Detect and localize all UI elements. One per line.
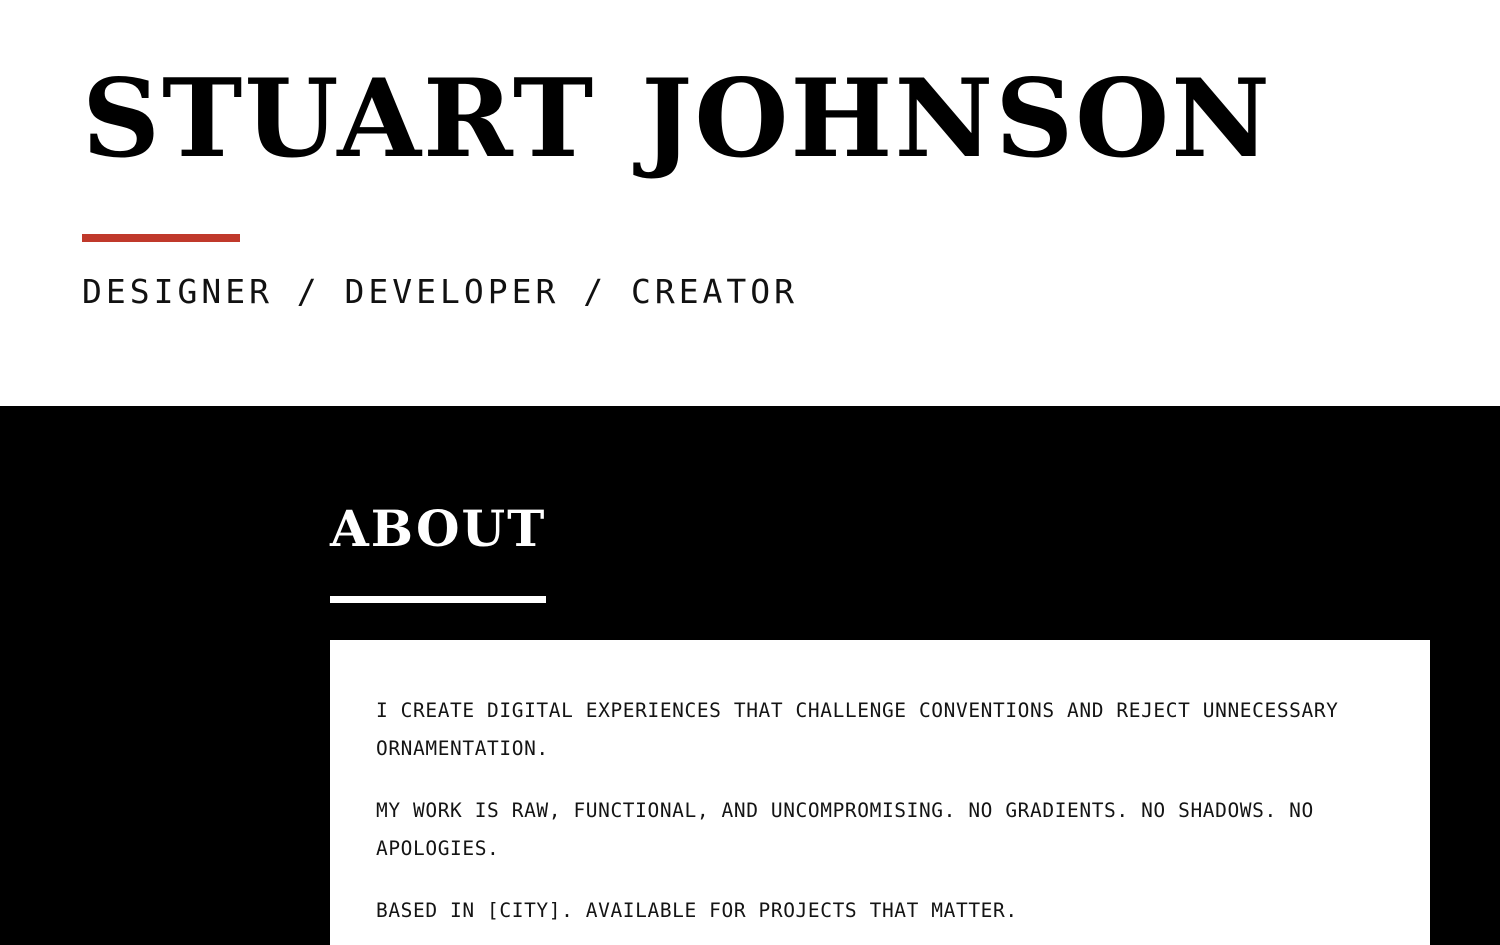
about-heading: ABOUT [330, 499, 547, 558]
hero-section [0, 0, 1500, 406]
about-paragraph: BASED IN [CITY]. AVAILABLE FOR PROJECTS THAT MATTER. [376, 899, 1018, 923]
about-paragraph: I CREATE DIGITAL EXPERIENCES THAT CHALLENGE CONVENTIONS AND REJECT UNNECESSARY ORNAMENTATION. [376, 699, 1339, 761]
hero-last-name: JOHNSON [641, 56, 1272, 182]
about-section [0, 406, 1500, 945]
about-text-card [330, 640, 1430, 945]
about-paragraph: MY WORK IS RAW, FUNCTIONAL, AND UNCOMPROMISING. NO GRADIENTS. NO SHADOWS. NO APOLOGIES. [376, 799, 1314, 861]
page-title [82, 56, 1500, 182]
hero-first-name: STUART [82, 56, 596, 182]
hero-tagline: DESIGNER / DEVELOPER / CREATOR [82, 271, 799, 311]
about-heading-divider [330, 596, 546, 603]
hero-accent-divider [82, 234, 240, 242]
